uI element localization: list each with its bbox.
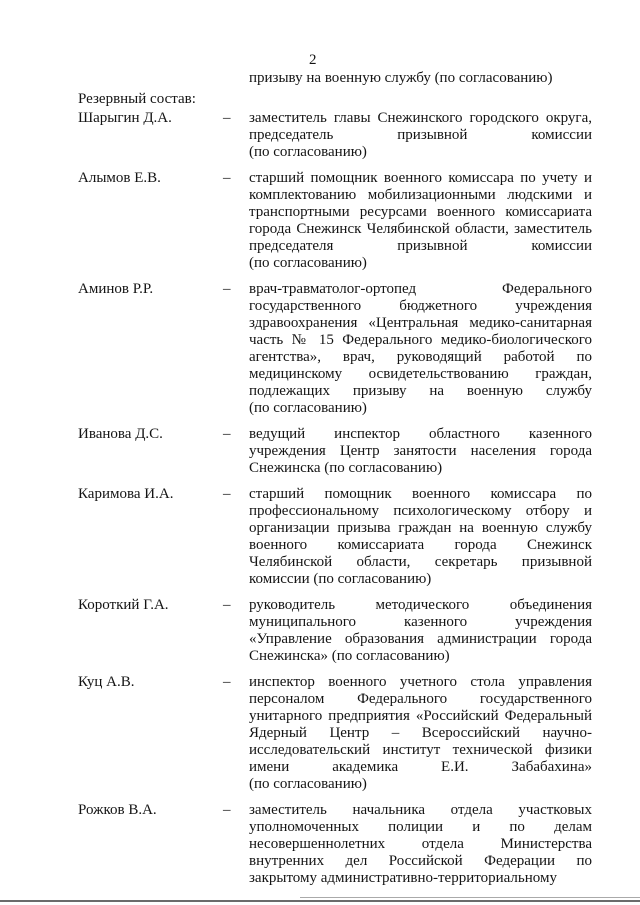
position-line: уполномоченных полиции и по делам	[249, 819, 592, 835]
section-heading: Резервный состав:	[78, 91, 196, 107]
position-line: Челябинской области, секретарь призывной	[249, 554, 592, 570]
position-line: руководитель методического объединения	[249, 597, 592, 613]
position-line: профессиональному психологическому отбору и	[249, 503, 592, 519]
member-position	[249, 110, 592, 161]
member-position	[249, 486, 592, 588]
position-line: заместитель главы Снежинского городского округа,	[249, 110, 592, 126]
position-line: инспектор военного учетного стола управления	[249, 674, 592, 690]
page-number: 2	[309, 52, 317, 68]
position-line: комиссии (по согласованию)	[249, 571, 432, 587]
member-name: Рожков В.А.	[78, 802, 157, 818]
position-line: подлежащих призыву на военную службу	[249, 383, 592, 399]
position-line: врач-травматолог-ортопед Федерального	[249, 281, 592, 297]
position-line: внутренних дел Российской Федерации по	[249, 853, 592, 869]
position-line: комплектованию мобилизационными людскими и	[249, 187, 592, 203]
member-position	[249, 674, 592, 793]
position-line: медицинскому освидетельствованию граждан,	[249, 366, 592, 382]
position-line: военного комиссариата города Снежинск	[249, 537, 592, 553]
position-line: здравоохранения «Центральная медико-санитарная	[249, 315, 592, 331]
position-line: (по согласованию)	[249, 400, 367, 416]
position-line: закрытому административно-территориальному	[249, 870, 557, 886]
scan-edge-line	[0, 900, 640, 902]
member-name: Алымов Е.В.	[78, 170, 161, 186]
position-line: старший помощник военного комиссара по	[249, 486, 592, 502]
position-line: транспортными ресурсами военного комиссариата	[249, 204, 592, 220]
member-entry	[78, 674, 618, 793]
position-line: «Управление образования администрации города	[249, 631, 592, 647]
position-line: (по согласованию)	[249, 144, 367, 160]
member-name: Аминов Р.Р.	[78, 281, 154, 297]
dash-separator: –	[223, 802, 231, 818]
position-line: персоналом Федерального государственного	[249, 691, 592, 707]
position-line: организации призыва граждан на военную службу	[249, 520, 592, 536]
position-line: заместитель начальника отдела участковых	[249, 802, 592, 818]
member-position	[249, 170, 592, 272]
member-entry	[78, 281, 618, 417]
member-name: Шарыгин Д.А.	[78, 110, 172, 126]
position-line: несовершеннолетних отдела Министерства	[249, 836, 592, 852]
member-name: Куц А.В.	[78, 674, 135, 690]
member-entry	[78, 110, 618, 161]
position-line: председатель призывной комиссии	[249, 127, 592, 143]
member-name: Иванова Д.С.	[78, 426, 163, 442]
position-line: (по согласованию)	[249, 776, 367, 792]
position-line: Ядерный Центр – Всероссийский научно-	[249, 725, 592, 741]
position-line: города Снежинск Челябинской области, заместитель	[249, 221, 592, 237]
position-line: (по согласованию)	[249, 255, 367, 271]
dash-separator: –	[223, 486, 231, 502]
member-position	[249, 597, 592, 665]
position-line: государственного бюджетного учреждения	[249, 298, 592, 314]
position-line: агентства», врач, руководящий работой по	[249, 349, 592, 365]
member-entry	[78, 426, 618, 477]
dash-separator: –	[223, 426, 231, 442]
dash-separator: –	[223, 597, 231, 613]
member-position	[249, 281, 592, 417]
position-line: унитарного предприятия «Российский Федеральный	[249, 708, 592, 724]
position-line: исследовательский институт технической физики	[249, 742, 592, 758]
position-line: имени академика Е.И. Забабахина»	[249, 759, 592, 775]
position-line: учреждения Центр занятости населения города	[249, 443, 592, 459]
position-line: старший помощник военного комиссара по учету и	[249, 170, 592, 186]
member-name: Короткий Г.А.	[78, 597, 169, 613]
commission-list	[78, 110, 618, 887]
dash-separator: –	[223, 281, 231, 297]
position-line: ведущий инспектор областного казенного	[249, 426, 592, 442]
position-line: Снежинска (по согласованию)	[249, 460, 443, 476]
member-entry	[78, 486, 618, 588]
scan-edge-line-secondary	[300, 897, 640, 898]
dash-separator: –	[223, 674, 231, 690]
position-line: часть № 15 Федерального медико-биологического	[249, 332, 592, 348]
dash-separator: –	[223, 110, 231, 126]
position-line: муниципального казенного учреждения	[249, 614, 592, 630]
member-entry	[78, 170, 618, 272]
dash-separator: –	[223, 170, 231, 186]
position-line: председателя призывной комиссии	[249, 238, 592, 254]
continuation-line: призыву на военную службу (по согласованию)	[249, 70, 553, 86]
member-position	[249, 426, 592, 477]
position-line: Снежинска» (по согласованию)	[249, 648, 450, 664]
member-entry	[78, 802, 618, 887]
member-entry	[78, 597, 618, 665]
member-position	[249, 802, 592, 887]
member-name: Каримова И.А.	[78, 486, 174, 502]
